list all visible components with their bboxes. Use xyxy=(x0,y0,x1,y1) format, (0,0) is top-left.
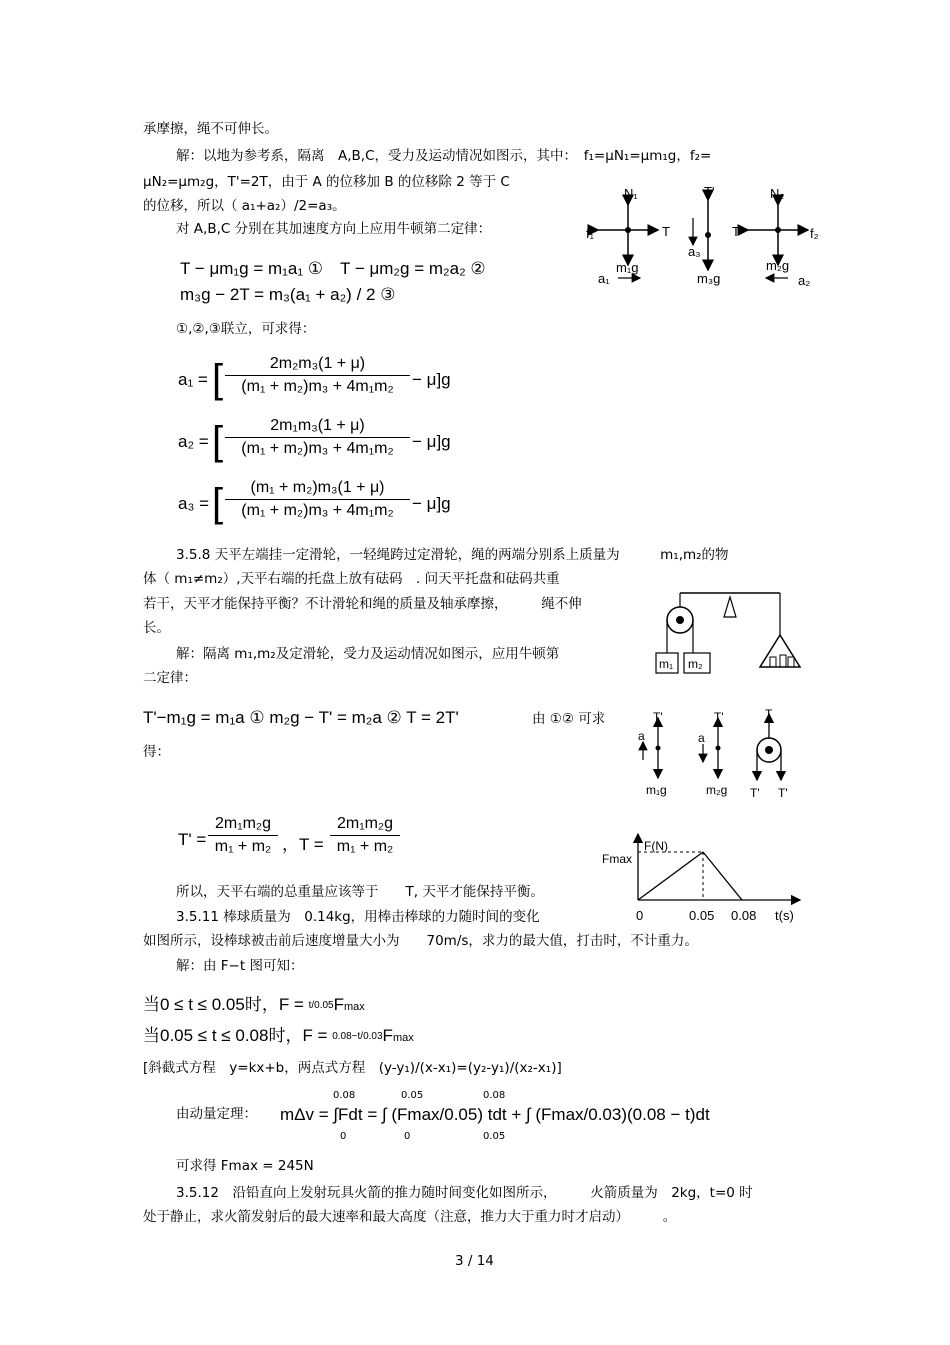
label-f2: f₂ xyxy=(810,226,819,241)
t-fraction: $\frac{\text{2m₁m₂g}}{\text{m₁ + m₂}}$ xyxy=(330,815,400,856)
text-line: 承摩擦，绳不可伸长。 xyxy=(143,121,278,137)
text-line: 的位移，所以（ a₁+a₂）/2=a₃。 xyxy=(143,198,346,214)
fmax-label: Fmax xyxy=(602,852,632,866)
equation-5: 当0.05 ≤ t ≤ 0.08时，F = 0.08−t/0.03Fmax xyxy=(143,1026,414,1045)
x-axis-label: t(s) xyxy=(775,908,794,923)
label-a-2: a xyxy=(698,731,705,745)
text-line: 得： xyxy=(143,744,170,760)
label-a2: a₂ xyxy=(798,273,811,288)
a1-fraction: $\frac{\text{2m₂m₃(1 + μ)}}{\text{(m₁ + m₂)m₃ + 4m₁m₂}}$ xyxy=(225,355,410,396)
a3-tail: − μ]g xyxy=(412,494,451,513)
a2-fraction: $\frac{\text{2m₁m₃(1 + μ)}}{\text{(m₁ + m₂)m₃ + 4m₁m₂}}$ xyxy=(225,417,410,458)
label-m1g: m₁g xyxy=(616,260,639,275)
a1-bracket: [ xyxy=(212,357,224,401)
a2-lhs: a₂ = xyxy=(178,432,209,451)
text-line: 解：隔离 m₁,m₂及定滑轮，受力及运动情况如图示，应用牛顿第 xyxy=(176,646,560,662)
label-m2g: m₂g xyxy=(766,258,790,273)
tick-label-008: 0.08 xyxy=(731,908,757,923)
y-axis-label: F(N) xyxy=(644,839,668,853)
label-tprime-1: T' xyxy=(653,710,663,724)
a3-lhs: a₃ = xyxy=(178,494,210,513)
label-a3: a₃ xyxy=(688,244,701,259)
free-body-diagram xyxy=(632,708,812,803)
text-line: 解：由 F−t 图可知： xyxy=(176,958,304,974)
text-line: 二定律： xyxy=(143,670,197,686)
label-t: T xyxy=(765,708,773,721)
label-m2: m₂ xyxy=(688,657,703,671)
lim-lower-1: 0 xyxy=(340,1131,347,1142)
lim-upper-3: 0.08 xyxy=(483,1090,506,1101)
equation-4: 当0 ≤ t ≤ 0.05时，F = t/0.05Fmax xyxy=(143,995,365,1014)
equation-1: T − μm₁g = m₁a₁ ① T − μm₂g = m₂a₂ ② xyxy=(180,259,486,278)
equation-3: T'−m₁g = m₁a ① m₂g − T' = m₂a ② T = 2T' xyxy=(143,708,459,727)
label-m1g: m₁g xyxy=(646,783,667,797)
text-line: ①,②,③联立，可求得： xyxy=(176,321,316,337)
label-tprime-a: T' xyxy=(750,786,760,800)
text-line: 3.5.11 棒球质量为 0.14kg，用棒击棒球的力随时间的变化 xyxy=(176,909,540,925)
label-tprime: T' xyxy=(704,184,715,199)
chart-segment xyxy=(703,852,742,900)
text-line: 解：以地为参考系，隔离 A,B,C，受力及运动情况如图示，其中： f₁=μN₁=μm₁g，f₂= xyxy=(176,148,712,164)
text-line: 对 A,B,C 分别在其加速度方向上应用牛顿第二定律： xyxy=(176,221,492,237)
lim-lower-3: 0.05 xyxy=(483,1131,506,1142)
a3-bracket: [ xyxy=(212,481,224,525)
text-line: 长。 xyxy=(143,620,170,636)
text-line: [斜截式方程 y=kx+b，两点式方程 (y-y₁)/(x-x₁)=(y₂-y₁)/(x₂-x₁)] xyxy=(143,1060,562,1076)
label-m1: m₁ xyxy=(659,657,674,671)
equation-2: m₃g − 2T = m₃(a₁ + a₂) / 2 ③ xyxy=(180,285,396,304)
label-t1: T xyxy=(662,224,670,239)
text-line: μN₂=μm₂g，T'=2T，由于 A 的位移加 B 的位移除 2 等于 C xyxy=(143,174,510,190)
text-line: 由动量定理： xyxy=(176,1106,257,1122)
tprime-lhs: T' = xyxy=(178,830,207,849)
text-line: 由 ①② 可求 xyxy=(532,711,606,727)
chart-segment xyxy=(638,852,703,900)
tick-label-005: 0.05 xyxy=(689,908,715,923)
label-a-1: a xyxy=(638,729,645,743)
a2-bracket: [ xyxy=(212,419,224,463)
label-a1: a₁ xyxy=(598,271,610,286)
force-diagram-abc xyxy=(580,180,830,295)
text-line: 若干，天平才能保持平衡？不计滑轮和绳的质量及轴承摩擦， 绳不伸 xyxy=(143,596,582,612)
text-line: 3.5.12 沿铅直向上发射玩具火箭的推力随时间变化如图所示， 火箭质量为 2kg，t=0 时 xyxy=(176,1185,753,1201)
equation-6: mΔv = ∫Fdt = ∫ (Fmax/0.05) tdt + ∫ (Fmax/0.03)(0.08 − t)dt xyxy=(280,1105,710,1124)
label-m2g: m₂g xyxy=(706,783,728,797)
lim-upper-2: 0.05 xyxy=(401,1090,424,1101)
label-n2: N₂ xyxy=(770,186,785,201)
label-n1: N₁ xyxy=(624,186,638,201)
balance-pulley-diagram xyxy=(650,585,820,685)
text-line: 所以，天平右端的总重量应该等于 T, 天平才能保持平衡。 xyxy=(176,884,544,900)
label-m3g: m₃g xyxy=(697,271,721,286)
label-tprime-b: T' xyxy=(778,786,788,800)
a1-lhs: a₁ = xyxy=(178,370,208,389)
label-tprime-2: T' xyxy=(714,710,724,724)
a1-tail: − μ]g xyxy=(412,370,451,389)
lim-upper-1: 0.08 xyxy=(333,1090,356,1101)
result-line: 可求得 Fmax = 245N xyxy=(176,1158,314,1174)
page-number: 3 / 14 xyxy=(455,1253,494,1269)
text-line: 如图所示，设棒球被击前后速度增量大小为 70m/s，求力的最大值，打击时，不计重力。 xyxy=(143,933,698,949)
text-line: 处于静止，求火箭发射后的最大速率和最大高度（注意，推力大于重力时才启动） 。 xyxy=(143,1209,677,1225)
a2-tail: − μ]g xyxy=(412,432,451,451)
lim-lower-2: 0 xyxy=(404,1131,411,1142)
tprime-fraction: $\frac{\text{2m₁m₂g}}{\text{m₁ + m₂}}$ xyxy=(208,815,278,856)
text-line: 体（ m₁≠m₂）,天平右端的托盘上放有砝码 . 问天平托盘和砝码共重 xyxy=(143,571,560,587)
force-time-chart xyxy=(600,828,810,928)
t-lhs: ，T = xyxy=(282,835,324,854)
text-line: 3.5.8 天平左端挂一定滑轮，一轻绳跨过定滑轮，绳的两端分别系上质量为 m₁,m₂的物 xyxy=(176,547,729,563)
label-t2: T xyxy=(732,224,740,239)
label-f1: f₁ xyxy=(586,226,594,241)
tick-label-0: 0 xyxy=(636,908,644,923)
a3-fraction: $\frac{\text{(m₁ + m₂)m₃(1 + μ)}}{\text{(m₁ + m₂)m₃ + 4m₁m₂}}$ xyxy=(225,479,410,520)
